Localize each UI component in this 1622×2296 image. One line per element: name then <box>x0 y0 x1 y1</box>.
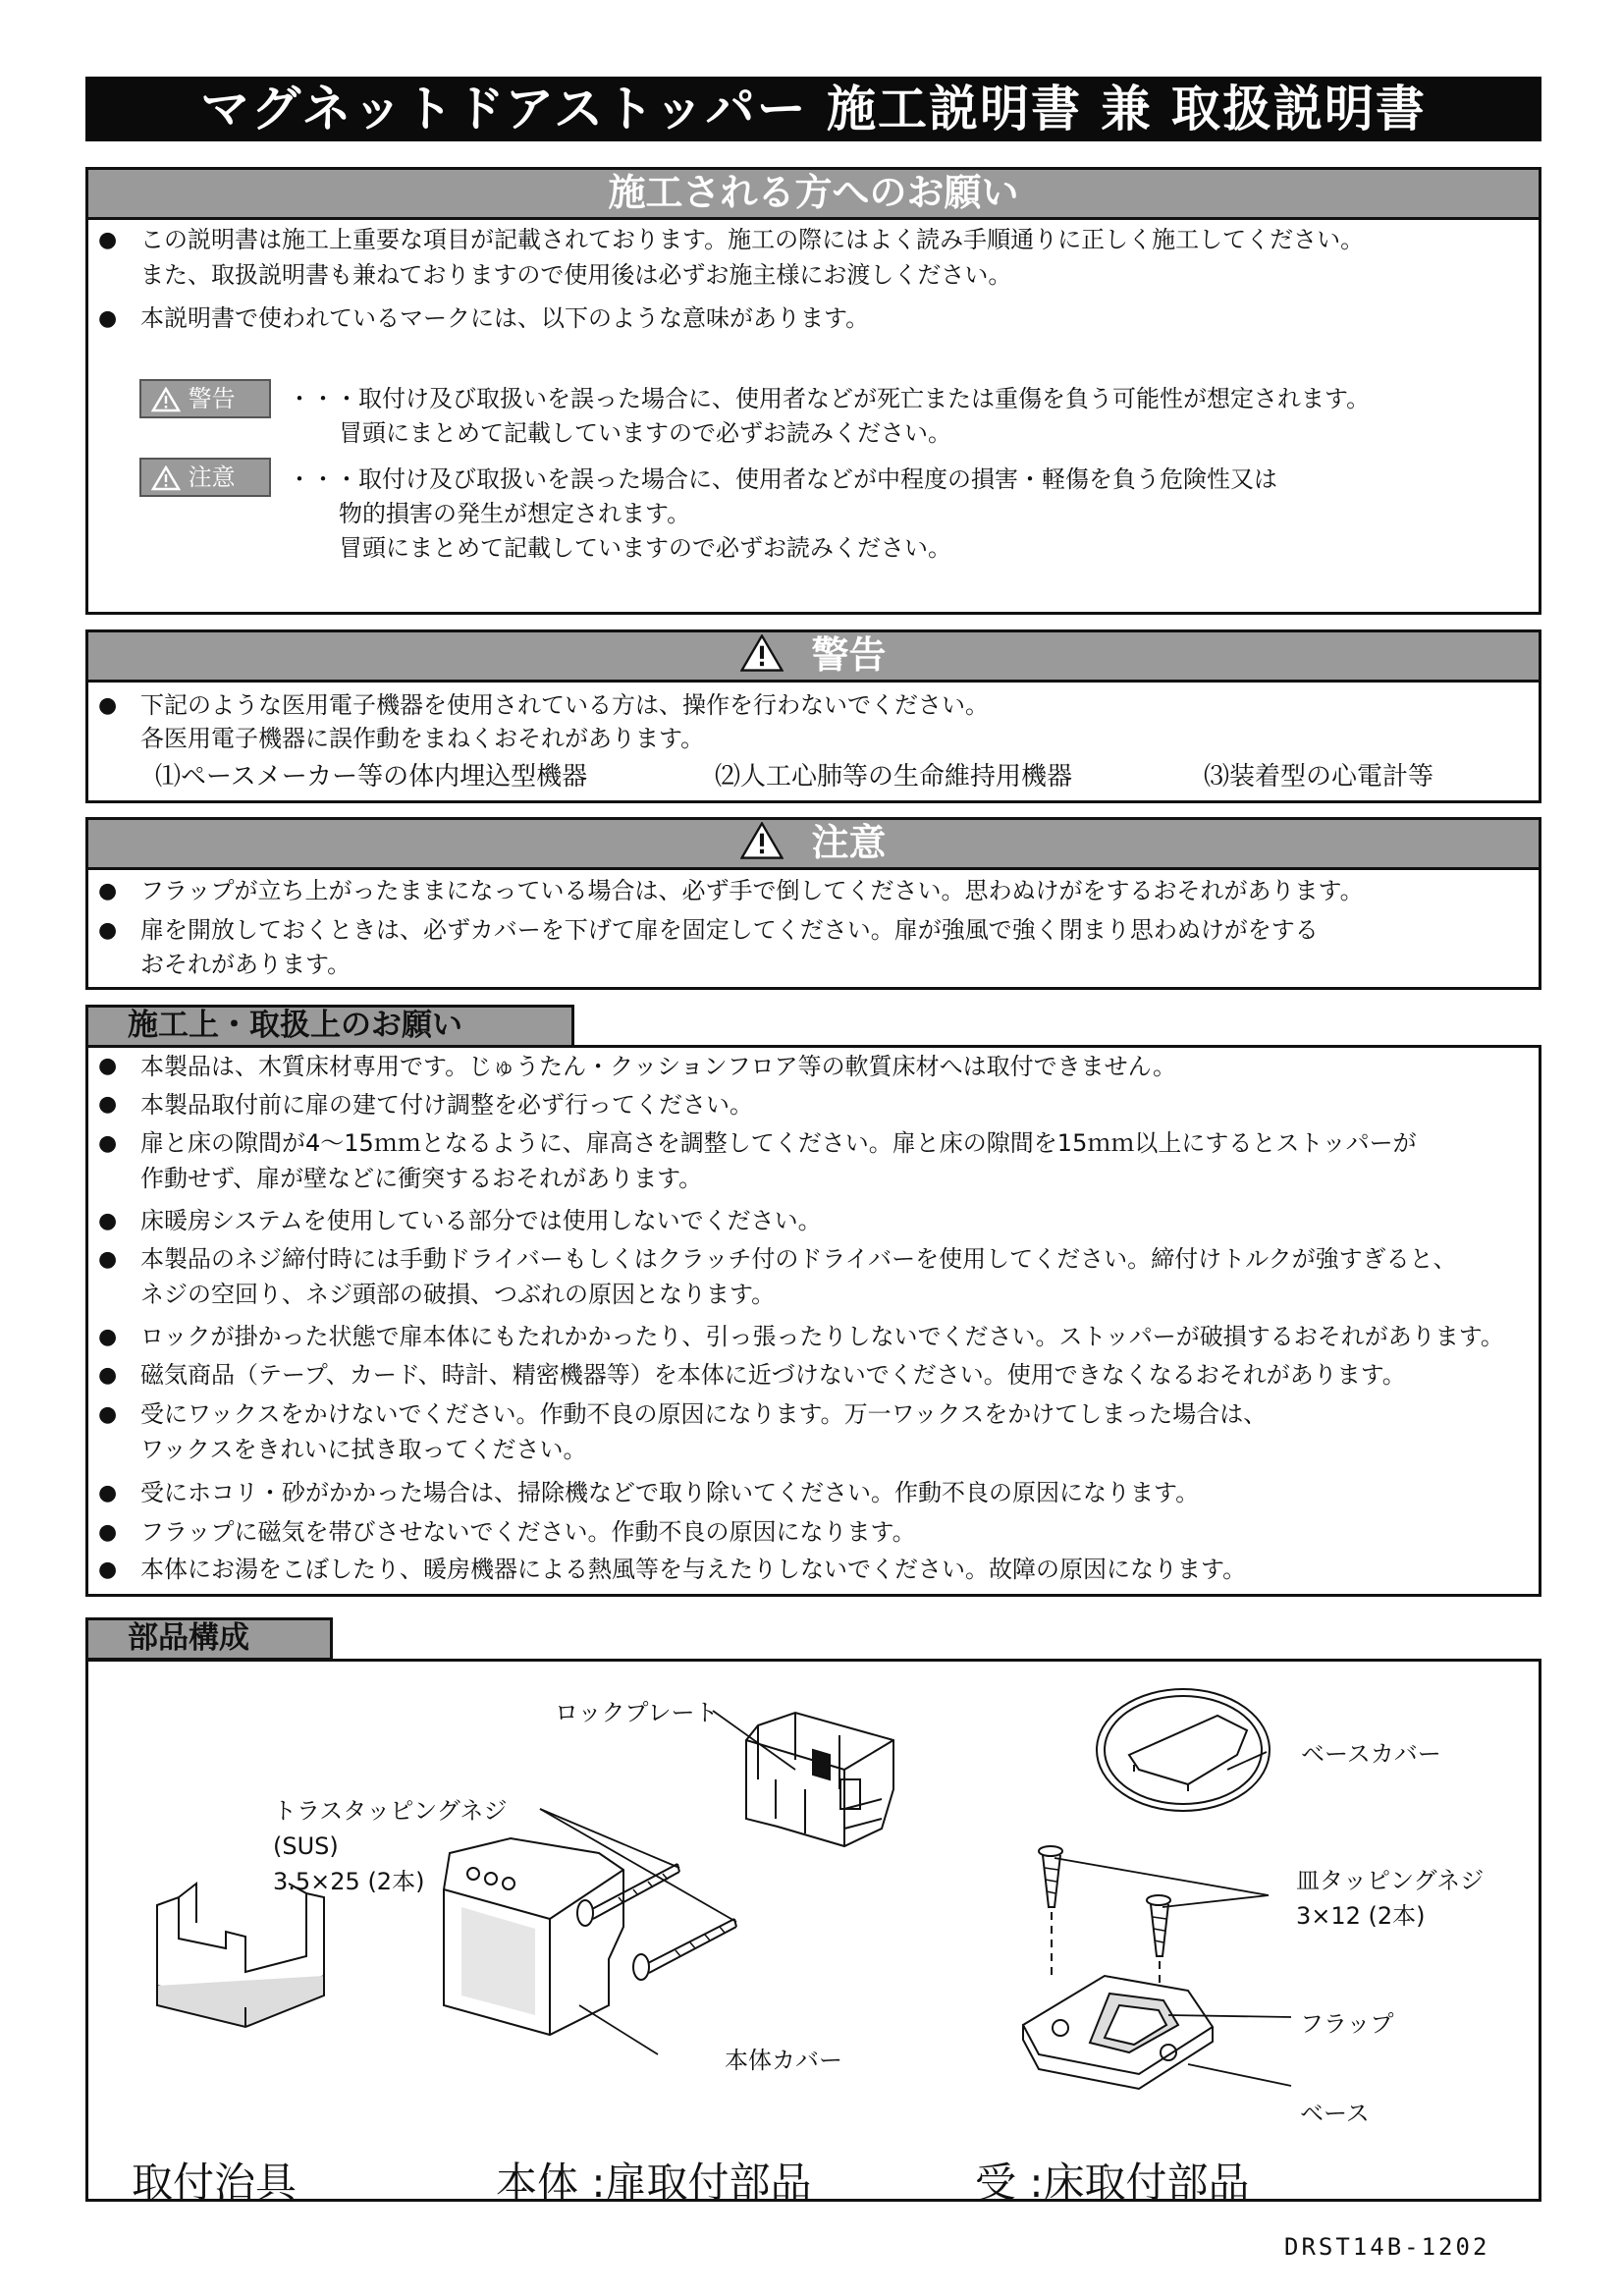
mark-desc: 冒頭にまとめて記載していますので必ずお読みください。 <box>339 534 951 562</box>
label-body-cover: 本体カバー <box>725 2047 842 2074</box>
intro-heading: 施工される方へのお願い <box>608 171 1019 214</box>
request-line: 扉と床の隙間が4～15ｍｍとなるように、扉高さを調整してください。扉と床の隙間を15ｍｍ以上にするとストッパーが <box>140 1129 1417 1157</box>
bullet-icon: ● <box>98 1558 118 1582</box>
warning-heading-bar <box>85 629 1541 683</box>
warning-item: ⑶装着型の心電計等 <box>1204 762 1434 792</box>
request-line: 本製品のネジ締付時には手動ドライバーもしくはクラッチ付のドライバーを使用してください。締付けトルクが強すぎると、 <box>140 1245 1457 1273</box>
bullet-icon: ● <box>98 1481 118 1505</box>
caution-heading: 注意 <box>811 821 887 864</box>
mark-desc: ・・・取付け及び取扱いを誤った場合に、使用者などが死亡または重傷を負う可能性が想定されます。 <box>288 385 1371 412</box>
bullet-icon: ● <box>98 1131 118 1156</box>
base-drawing <box>1023 1976 1213 2089</box>
warning-triangle-icon <box>151 387 181 412</box>
caution-line: 扉を開放しておくときは、必ずカバーを下げて扉を固定してください。扉が強風で強く閉まり思わぬけがをする <box>140 916 1319 944</box>
stopper-body-drawing <box>746 1713 893 1846</box>
warning-mark-label: 警告 <box>188 385 236 412</box>
label-truss-screw-material: (SUS) <box>273 1832 339 1860</box>
intro-heading-bar <box>85 167 1541 220</box>
mounting-jig-drawing <box>157 1884 324 2027</box>
mark-desc: 物的損害の発生が想定されます。 <box>339 500 691 527</box>
bullet-icon: ● <box>98 228 118 252</box>
warning-line: 下記のような医用電子機器を使用されている方は、操作を行わないでください。 <box>140 691 989 719</box>
caution-triangle-icon <box>740 822 784 859</box>
page-title: マグネットドアストッパー 施工説明書 兼 取扱説明書 <box>85 77 1541 141</box>
label-truss-screw: トラスタッピングネジ <box>273 1797 508 1825</box>
document-code: DRST14B-1202 <box>1284 2233 1490 2261</box>
flat-screw-drawing <box>1039 1846 1170 1995</box>
group-floor-parts: 受 :床取付部品 <box>975 2159 1250 2207</box>
request-line: フラップに磁気を帯びさせないでください。作動不良の原因になります。 <box>140 1518 916 1546</box>
parts-heading: 部品構成 <box>85 1617 333 1661</box>
request-line: 受にワックスをかけないでください。作動不良の原因になります。万一ワックスをかけてしまった場合は、 <box>140 1400 1268 1428</box>
label-lock-plate: ロックプレート <box>555 1699 719 1726</box>
bullet-icon: ● <box>98 1520 118 1545</box>
label-flap: フラップ <box>1300 2010 1394 2038</box>
bullet-icon: ● <box>98 1402 118 1427</box>
request-line: 磁気商品（テープ、カード、時計、精密機器等）を本体に近づけないでください。使用できなくなるおそれがあります。 <box>140 1361 1406 1389</box>
request-line: 床暖房システムを使用している部分では使用しないでください。 <box>140 1207 822 1234</box>
warning-mark-badge <box>139 379 271 418</box>
label-base: ベース <box>1300 2100 1370 2127</box>
warning-triangle-icon <box>740 634 784 672</box>
group-door-parts: 本体 :扉取付部品 <box>496 2159 812 2207</box>
requests-section <box>85 1045 1541 1597</box>
warning-line: 各医用電子機器に誤作動をまねくおそれがあります。 <box>140 725 705 752</box>
base-cover-drawing <box>1097 1689 1270 1811</box>
label-flat-screw: 皿タッピングネジ <box>1296 1867 1485 1894</box>
label-base-cover: ベースカバー <box>1301 1740 1441 1768</box>
bullet-icon: ● <box>98 306 118 331</box>
bullet-icon: ● <box>98 693 118 718</box>
caution-triangle-icon <box>151 465 181 491</box>
intro-line: この説明書は施工上重要な項目が記載されております。施工の際にはよく読み手順通りに正しく施工してください。 <box>140 226 1365 253</box>
bullet-icon: ● <box>98 1325 118 1349</box>
request-line: 本体にお湯をこぼしたり、暖房機器による熱風等を与えたりしないでください。故障の原因になります。 <box>140 1556 1247 1583</box>
caution-heading-bar <box>85 817 1541 870</box>
warning-item: ⑵人工心肺等の生命維持用機器 <box>715 762 1073 792</box>
label-flat-screw-size: 3×12 (2本) <box>1296 1902 1426 1930</box>
warning-item: ⑴ペースメーカー等の体内埋込型機器 <box>155 762 588 792</box>
bullet-icon: ● <box>98 879 118 903</box>
caution-mark-label: 注意 <box>188 464 236 491</box>
request-line: ネジの空回り、ネジ頭部の破損、つぶれの原因となります。 <box>140 1281 776 1308</box>
request-line: ロックが掛かった状態で扉本体にもたれかかったり、引っ張ったりしないでください。ストッパーが破損するおそれがあります。 <box>140 1323 1504 1350</box>
requests-heading: 施工上・取扱上のお願い <box>85 1005 574 1048</box>
body-cover-drawing <box>444 1838 623 2035</box>
request-line: 受にホコリ・砂がかかった場合は、掃除機などで取り除いてください。作動不良の原因になります。 <box>140 1479 1200 1506</box>
caution-mark-badge <box>139 458 271 497</box>
bullet-icon: ● <box>98 1054 118 1078</box>
bullet-icon: ● <box>98 918 118 943</box>
mark-desc: 冒頭にまとめて記載していますので必ずお読みください。 <box>339 419 951 447</box>
request-line: 作動せず、扉が壁などに衝突するおそれがあります。 <box>140 1165 703 1192</box>
mark-desc: ・・・取付け及び取扱いを誤った場合に、使用者などが中程度の損害・軽傷を負う危険性又は <box>288 465 1277 493</box>
bullet-icon: ● <box>98 1247 118 1272</box>
label-truss-screw-size: 3.5×25 (2本) <box>273 1868 425 1895</box>
caution-line: フラップが立ち上がったままになっている場合は、必ず手で倒してください。思わぬけがをするおそれがあります。 <box>140 877 1364 904</box>
caution-line: おそれがあります。 <box>140 951 351 978</box>
group-jig: 取付治具 <box>132 2159 297 2207</box>
request-line: 本製品取付前に扉の建て付け調整を必ず行ってください。 <box>140 1091 753 1119</box>
warning-heading: 警告 <box>811 633 887 677</box>
request-line: 本製品は、木質床材専用です。じゅうたん・クッションフロア等の軟質床材へは取付できません。 <box>140 1053 1177 1080</box>
intro-line: 本説明書で使われているマークには、以下のような意味があります。 <box>140 304 870 332</box>
request-line: ワックスをきれいに拭き取ってください。 <box>140 1436 587 1463</box>
bullet-icon: ● <box>98 1092 118 1117</box>
bullet-icon: ● <box>98 1363 118 1388</box>
bullet-icon: ● <box>98 1209 118 1233</box>
intro-line: また、取扱説明書も兼ねておりますので使用後は必ずお施主様にお渡しください。 <box>140 261 1012 289</box>
